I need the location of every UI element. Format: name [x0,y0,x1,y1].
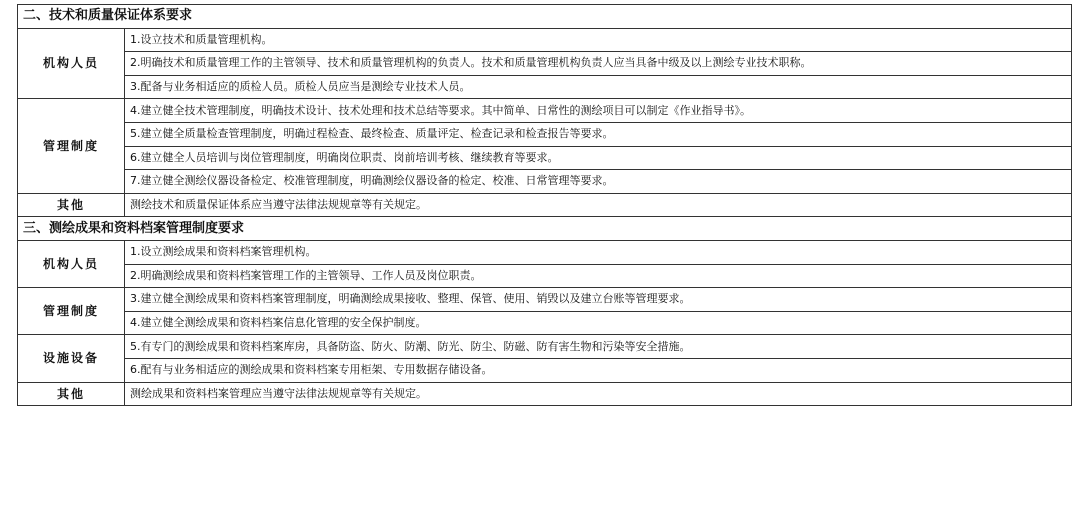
category-cell: 管理制度 [18,99,125,193]
table-row [18,288,1072,312]
table-row [18,382,1072,406]
table-row [18,146,1072,170]
requirements-table [17,4,1072,406]
table-row [18,52,1072,76]
requirement-item: 6.配有与业务相适应的测绘成果和资料档案专用柜架、专用数据存储设备。 [125,358,1072,382]
requirement-item: 测绘成果和资料档案管理应当遵守法律法规规章等有关规定。 [125,382,1072,406]
category-cell: 其他 [18,193,125,217]
table-row [18,193,1072,217]
requirement-item: 测绘技术和质量保证体系应当遵守法律法规规章等有关规定。 [125,193,1072,217]
section-title: 二、技术和质量保证体系要求 [18,5,1072,29]
category-cell: 管理制度 [18,288,125,335]
table-row [18,170,1072,194]
section-header-row [18,5,1072,29]
section-title: 三、测绘成果和资料档案管理制度要求 [18,217,1072,241]
table-row [18,264,1072,288]
section-header-row [18,217,1072,241]
requirement-item: 4.建立健全测绘成果和资料档案信息化管理的安全保护制度。 [125,311,1072,335]
requirement-item: 4.建立健全技术管理制度，明确技术设计、技术处理和技术总结等要求。其中简单、日常性的测绘项目可以制定《作业指导书》。 [125,99,1072,123]
table-row [18,311,1072,335]
requirement-item: 1.设立测绘成果和资料档案管理机构。 [125,240,1072,264]
table-row [18,335,1072,359]
table-row [18,28,1072,52]
requirement-item: 7.建立健全测绘仪器设备检定、校准管理制度，明确测绘仪器设备的检定、校准、日常管理等要求。 [125,170,1072,194]
requirement-item: 3.配备与业务相适应的质检人员。质检人员应当是测绘专业技术人员。 [125,75,1072,99]
category-cell: 设施设备 [18,335,125,382]
table-row [18,240,1072,264]
category-cell: 其他 [18,382,125,406]
requirement-item: 1.设立技术和质量管理机构。 [125,28,1072,52]
requirement-item: 2.明确测绘成果和资料档案管理工作的主管领导、工作人员及岗位职责。 [125,264,1072,288]
requirement-item: 5.建立健全质量检查管理制度，明确过程检查、最终检查、质量评定、检查记录和检查报告等要求。 [125,122,1072,146]
category-cell: 机构人员 [18,28,125,99]
requirement-item: 6.建立健全人员培训与岗位管理制度，明确岗位职责、岗前培训考核、继续教育等要求。 [125,146,1072,170]
requirement-item: 5.有专门的测绘成果和资料档案库房，具备防盗、防火、防潮、防光、防尘、防磁、防有害生物和污染等安全措施。 [125,335,1072,359]
table-row [18,75,1072,99]
requirement-item: 2.明确技术和质量管理工作的主管领导、技术和质量管理机构的负责人。技术和质量管理机构负责人应当具备中级及以上测绘专业技术职称。 [125,52,1072,76]
table-row [18,358,1072,382]
table-row [18,99,1072,123]
table-row [18,122,1072,146]
requirement-item: 3.建立健全测绘成果和资料档案管理制度，明确测绘成果接收、整理、保管、使用、销毁以及建立台账等管理要求。 [125,288,1072,312]
category-cell: 机构人员 [18,240,125,287]
